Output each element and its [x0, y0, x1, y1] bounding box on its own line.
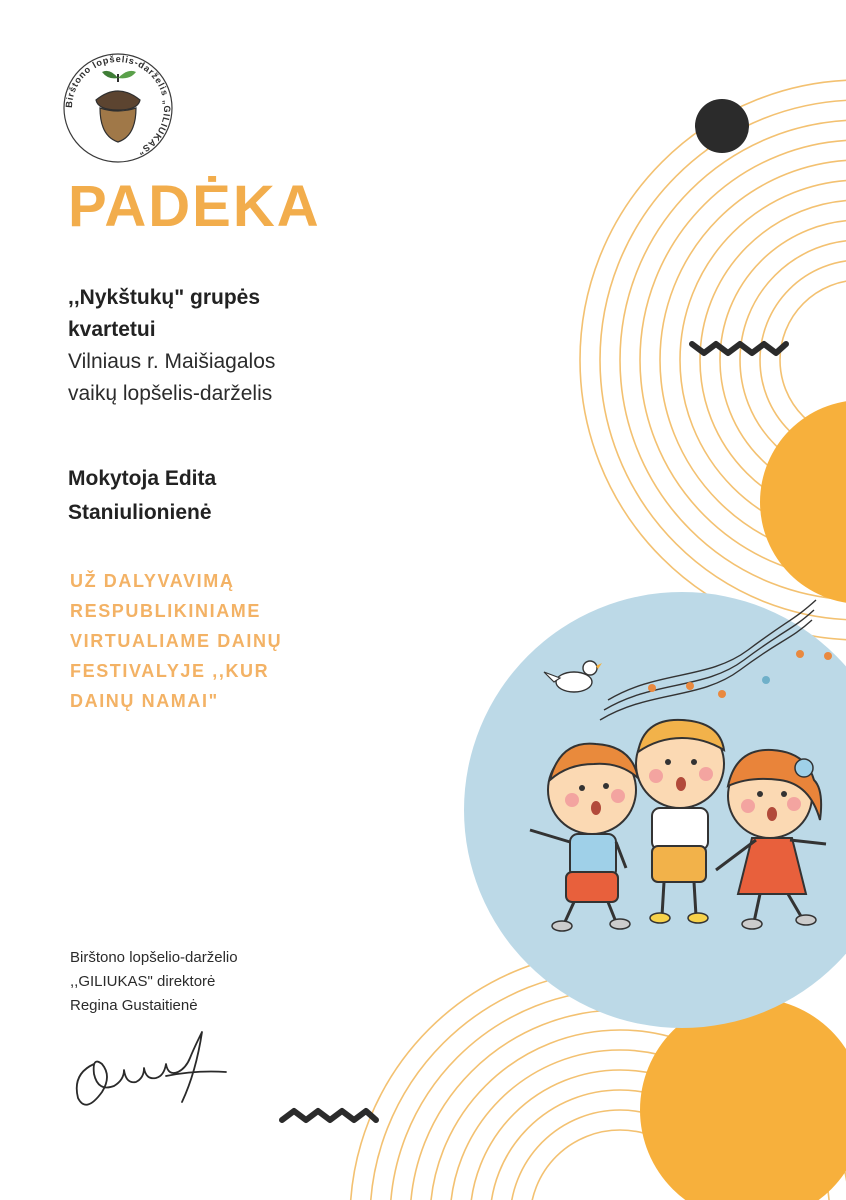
zigzag-bottom-icon	[282, 1111, 376, 1120]
recipient-quartet: kvartetui	[68, 318, 156, 341]
signer-block	[70, 946, 370, 1018]
logo-seal-text: Birštono lopšelis-darželis „GILIUKAS"	[63, 53, 173, 158]
recipient-location: Vilniaus r. Maišiagalos	[68, 350, 276, 373]
recipient-block	[68, 282, 398, 410]
teacher-surname: Staniulionienė	[68, 501, 212, 524]
dark-dot	[695, 99, 749, 153]
reason-line-5: DAINŲ NAMAI"	[70, 691, 219, 711]
orange-circle-bottom	[640, 998, 846, 1200]
orange-circle-top	[760, 400, 846, 604]
certificate-title: PADĖKA	[68, 174, 321, 239]
reason-line-3: VIRTUALIAME DAINŲ	[70, 631, 283, 651]
reason-line-4: FESTIVALYJE ,,KUR	[70, 661, 270, 681]
teacher-block	[68, 462, 398, 530]
handwritten-signature	[64, 1024, 260, 1124]
signer-institution: Birštono lopšelio-darželio	[70, 949, 238, 966]
kindergarten-logo-seal	[62, 52, 174, 164]
teacher-title: Mokytoja Edita	[68, 467, 217, 490]
zigzag-top-icon	[692, 344, 786, 353]
signer-name: Regina Gustaitienė	[70, 997, 198, 1014]
reason-line-2: RESPUBLIKINIAME	[70, 601, 262, 621]
recipient-institution: vaikų lopšelis-darželis	[68, 382, 273, 405]
signer-role: ,,GILIUKAS" direktorė	[70, 973, 216, 990]
recipient-group: ,,Nykštukų" grupės	[68, 286, 261, 309]
reason-line-1: UŽ DALYVAVIMĄ	[70, 571, 235, 591]
award-reason	[70, 566, 390, 716]
